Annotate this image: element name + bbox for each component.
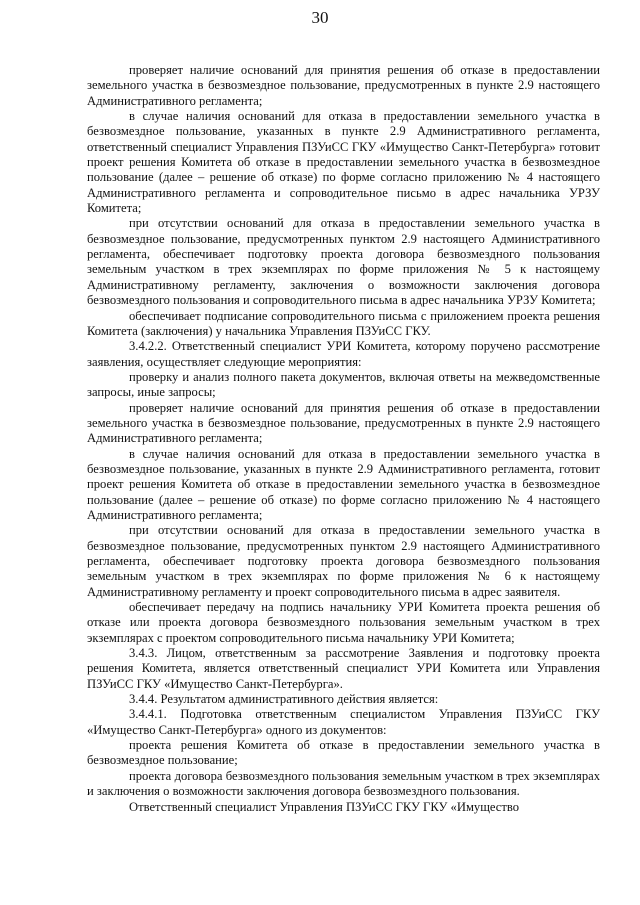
paragraph: обеспечивает передачу на подпись начальнику УРИ Комитета проекта решения об отказе или проекта договора безвозмездного пользования земельным участком в трех экземплярах с проектом сопроводительного письма начальнику УРИ Комитета; [87,600,600,645]
paragraph: Ответственный специалист Управления ПЗУиСС ГКУ ГКУ «Имущество [129,799,520,814]
paragraph: в случае наличия оснований для отказа в предоставлении земельного участка в безвозмездное пользование, указанных в пункте 2.9 Административного регламента, готовит проект решения Комитета об отказе в предоставлении земельного участка в безвозмездное пользование (далее – решение об отказе) по форме согласно приложению № 4 настоящего Административного регламента; [87,446,600,522]
paragraph: проверяет наличие оснований для принятия решения об отказе в предоставлении земельного участка в безвозмездное пользование, предусмотренных в пункте 2.9 настоящего Административного регламента; [87,400,600,446]
paragraph: проверяет наличие оснований для принятия решения об отказе в предоставлении земельного участка в безвозмездное пользование, предусмотренных в пункте 2.9 настоящего Административного регламента; [87,63,600,108]
paragraph: обеспечивает подписание сопроводительного письма с приложением проекта решения Комитета (заключения) у начальника Управления ПЗУиСС ГКУ. [87,308,600,338]
paragraph: проверку и анализ полного пакета документов, включая ответы на межведомственные запросы, иные запросы; [87,369,600,400]
paragraph: 3.4.4. Результатом административного действия является: [129,692,439,707]
paragraph: при отсутствии оснований для отказа в предоставлении земельного участка в безвозмездное пользование, предусмотренных пунктом 2.9 настоящего Административного регламента, обеспечивает подготовку проекта договора безвозмездного пользования земельным участком в трех экземплярах по форме приложения № 5 к настоящему Административному регламенту, заключения о возможности заключения договора безвозмездного пользования и сопроводительного письма в адрес начальника УРЗУ Комитета; [87,216,600,308]
paragraph: проекта решения Комитета об отказе в предоставлении земельного участка в безвозмездное пользование; [87,738,600,768]
paragraph: 3.4.4.1. Подготовка ответственным специалистом Управления ПЗУиСС ГКУ «Имущество Санкт-Петербурга» одного из документов: [87,707,600,737]
document-body [87,63,600,815]
paragraph: при отсутствии оснований для отказа в предоставлении земельного участка в безвозмездное пользование, предусмотренных пунктом 2.9 настоящего Административного регламента, обеспечивает подготовку проекта договора безвозмездного пользования земельным участком в трех экземплярах по форме приложения № 6 к настоящему Административному регламенту и проект сопроводительного письма в адрес заявителя. [87,523,600,599]
paragraph: проекта договора безвозмездного пользования земельным участком в трех экземплярах и заключения о возможности заключения договора безвозмездного пользования. [87,768,600,799]
page-number: 30 [311,8,329,27]
paragraph: в случае наличия оснований для отказа в предоставлении земельного участка в безвозмездное пользование, указанных в пункте 2.9 Административного регламента, ответственный специалист Управления ПЗУиСС ГКУ «Имущество Санкт-Петербурга» готовит проект решения Комитета об отказе в предоставлении земельного участка в безвозмездное пользование (далее – решение об отказе) по форме согласно приложению № 4 настоящего Административного регламента и сопроводительное письмо в адрес начальника УРЗУ Комитета; [87,109,600,216]
paragraph: 3.4.3. Лицом, ответственным за рассмотрение Заявления и подготовку проекта решения Комитета, является ответственный специалист УРИ Комитета или Управления ПЗУиСС ГКУ «Имущество Санкт-Петербурга». [87,646,600,691]
paragraph: 3.4.2.2. Ответственный специалист УРИ Комитета, которому поручено рассмотрение заявления, осуществляет следующие мероприятия: [87,339,600,369]
